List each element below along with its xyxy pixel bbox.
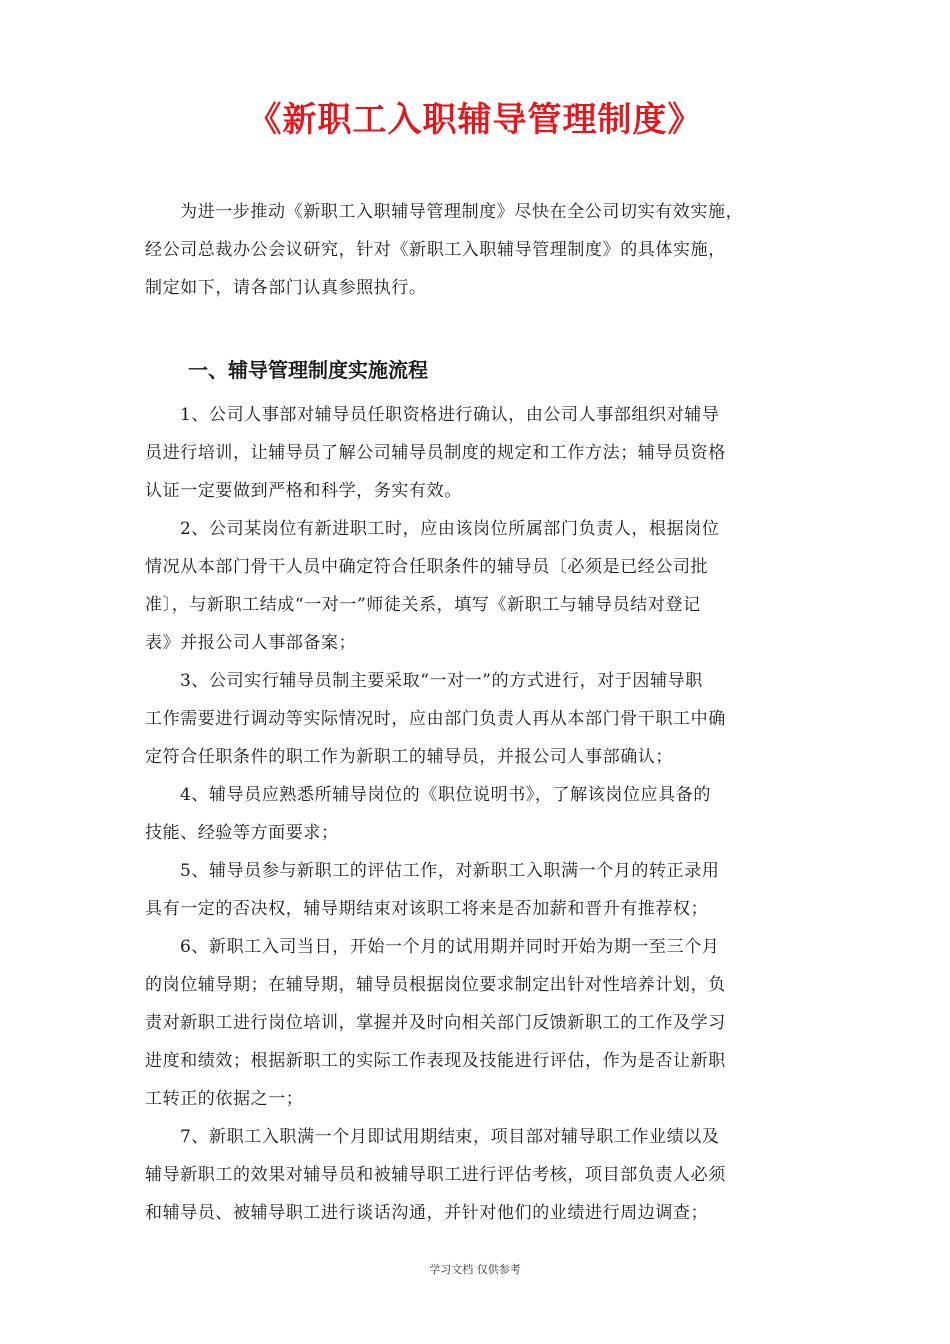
item-5-line: 具有一定的否决权，辅导期结束对该职工将来是否加薪和晋升有推荐权； [145,899,709,919]
document-title: 《新职工入职辅导管理制度》 [247,100,703,140]
item-4-line: 4、辅导员应熟悉所辅导岗位的《职位说明书》，了解该岗位应具备的 [180,785,711,805]
item-1-line: 员进行培训，让辅导员了解公司辅导员制度的规定和工作方法；辅导员资格 [145,443,726,463]
item-2-line: 情况从本部门骨干人员中确定符合任职条件的辅导员〔必须是已经公司批 [145,557,709,577]
intro-line: 制定如下，请各部门认真参照执行。 [145,278,427,298]
item-2-line: 2、公司某岗位有新进职工时，应由该岗位所属部门负责人，根据岗位 [180,519,720,539]
item-6-line: 6、新职工入司当日，开始一个月的试用期并同时开始为期一至三个月 [180,937,720,957]
item-7-line: 和辅导员、被辅导职工进行谈话沟通，并针对他们的业绩进行周边调查； [145,1203,709,1223]
item-6-line: 进度和绩效；根据新职工的实际工作表现及技能进行评估，作为是否让新职 [145,1051,726,1071]
intro-line: 为进一步推动《新职工入职辅导管理制度》尽快在全公司切实有效实施， [180,202,744,222]
item-1-line: 1、公司人事部对辅导员任职资格进行确认，由公司人事部组织对辅导 [180,405,720,425]
item-3-line: 3、公司实行辅导员制主要采取“一对一”的方式进行，对于因辅导职 [180,671,703,691]
item-3-line: 工作需要进行调动等实际情况时，应由部门负责人再从本部门骨干职工中确 [145,709,726,729]
item-2-line: 表》并报公司人事部备案； [145,633,357,653]
item-6-line: 的岗位辅导期；在辅导期，辅导员根据岗位要求制定出针对性培养计划，负 [145,975,726,995]
item-7-line: 辅导新职工的效果对辅导员和被辅导职工进行评估考核，项目部负责人必须 [145,1165,726,1185]
item-4-line: 技能、经验等方面要求； [145,823,339,843]
item-7-line: 7、新职工入职满一个月即试用期结束，项目部对辅导职工作业绩以及 [180,1127,720,1147]
item-3-line: 定符合任职条件的职工作为新职工的辅导员，并报公司人事部确认； [145,747,673,767]
page-footer: 学习文档 仅供参考 [429,1263,521,1276]
item-6-line: 工转正的依据之一； [145,1089,304,1109]
intro-line: 经公司总裁办公会议研究，针对《新职工入职辅导管理制度》的具体实施， [145,240,726,260]
item-5-line: 5、辅导员参与新职工的评估工作，对新职工入职满一个月的转正录用 [180,861,720,881]
section-heading: 一、辅导管理制度实施流程 [188,358,428,382]
item-6-line: 责对新职工进行岗位培训，掌握并及时向相关部门反馈新职工的工作及学习 [145,1013,726,1033]
item-2-line: 准〕，与新职工结成“一对一”师徒关系，填写《新职工与辅导员结对登记 [145,595,701,615]
item-1-line: 认证一定要做到严格和科学，务实有效。 [145,481,462,501]
